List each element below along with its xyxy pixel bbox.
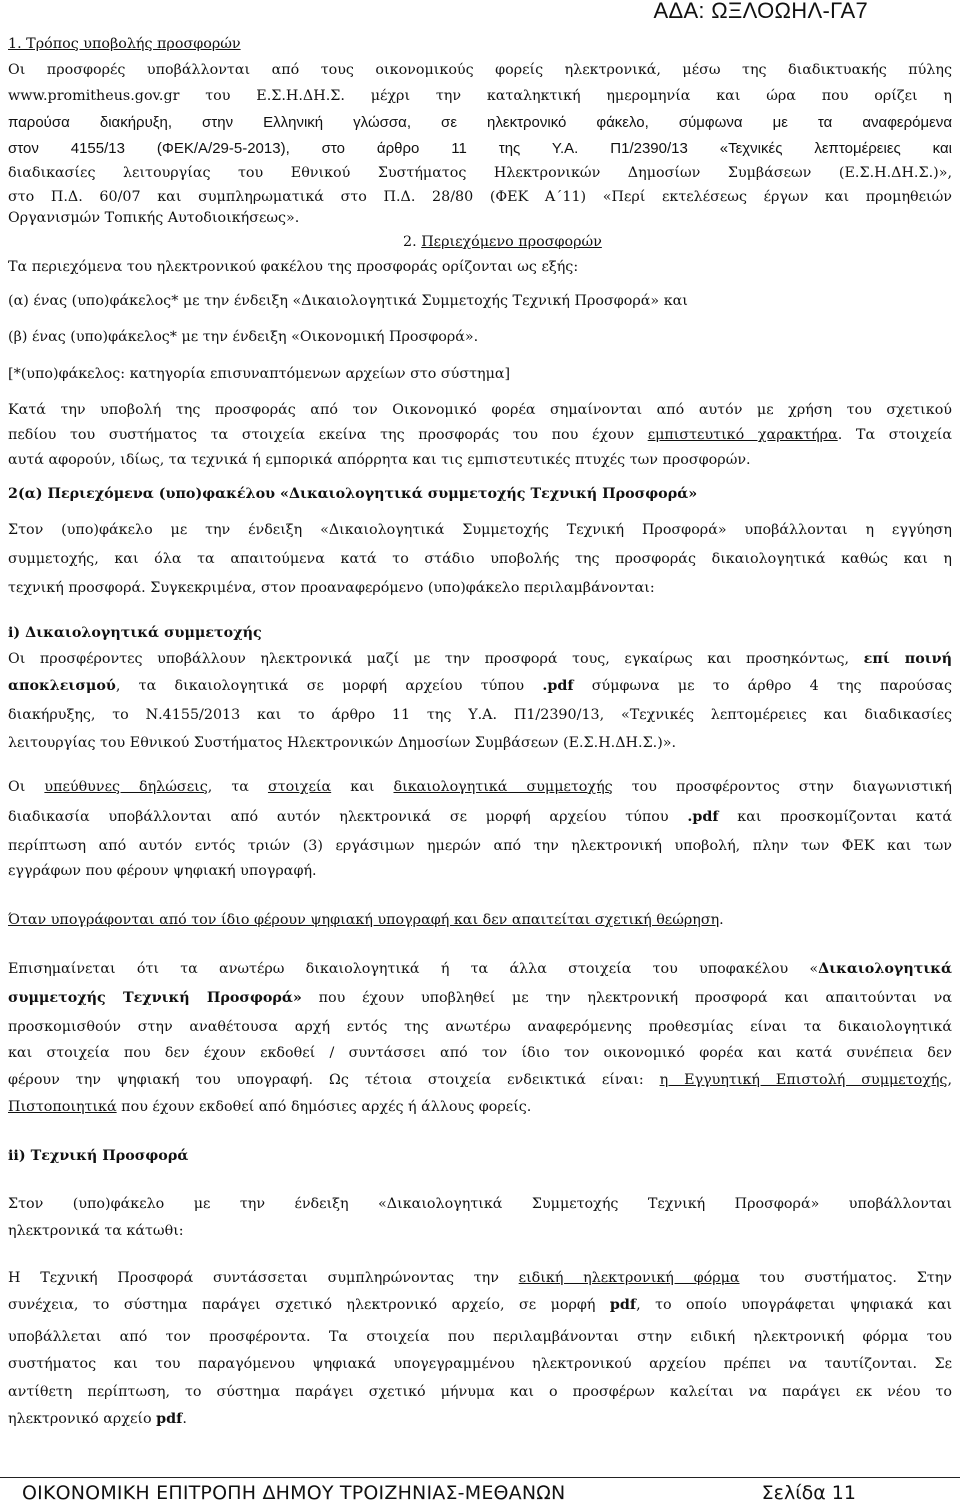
i-para2-line-2: διαδικασία υποβάλλονται από αυτόν ηλεκτρονικά σε μορφή αρχείου τύπου .pdf και προσκομίζονται κατά: [8, 809, 952, 825]
s1-line-2: www.promitheus.gov.gr του Ε.Σ.Η.ΔΗ.Σ. μέχρι την καταληκτική ημερομηνία και ώρα που ορίζει η: [8, 88, 952, 104]
s2a-line-1: Στον (υπο)φάκελο με την ένδειξη «Δικαιολογητικά Συμμετοχής Τεχνική Προσφορά» υποβάλλονται η εγγύηση: [8, 522, 952, 538]
s1-line-7: Οργανισμών Τοπικής Αυτοδιοικήσεως».: [8, 210, 300, 226]
section-2a-title: 2(α) Περιεχόμενα (υπο)φακέλου «Δικαιολογητικά συμμετοχής Τεχνική Προσφορά»: [8, 486, 698, 502]
section-ii-title: ii) Τεχνική Προσφορά: [8, 1148, 189, 1164]
ii-line-2: ηλεκτρονικά τα κάτωθι:: [8, 1223, 184, 1239]
ii-para2-line-5: αντίθετη περίπτωση, το σύστημα παράγει σχετικό μήνυμα και ο προσφέρων καλείται να παράγει εκ νέου το: [8, 1384, 952, 1400]
page-number: Σελίδα 11: [761, 1482, 856, 1504]
s1-line-6: στο Π.Δ. 60/07 και συμπληρωματικά στο Π.Δ. 28/80 (ΦΕΚ Α΄11) «Περί εκτελέσεως έργων και προμηθειών: [8, 189, 952, 205]
s2-para-2: πεδίου του συστήματος τα στοιχεία εκείνα της προσφοράς του που έχουν εμπιστευτικό χαρακτήρα. Τα στοιχεία: [8, 427, 952, 443]
page-footer: [0, 1477, 960, 1512]
footer-municipality: ΟΙΚΟΝΟΜΙΚΗ ΕΠΙΤΡΟΠΗ ΔΗΜΟΥ ΤΡΟΙΖΗΝΙΑΣ-ΜΕΘΑΝΩΝ: [22, 1482, 566, 1504]
i-line-3: διακήρυξης, το Ν.4155/2013 και το άρθρο 11 της Υ.Α. Π1/2390/13, «Τεχνικές λεπτομέρειες και διαδικασίες: [8, 707, 952, 723]
i-para3-line-5: φέρουν την ψηφιακή του υπογραφή. Ως τέτοια στοιχεία ενδεικτικά είναι: η Εγγυητική Επιστολή συμμετοχής,: [8, 1072, 952, 1088]
ii-para2-line-6: ηλεκτρονικό αρχείο pdf.: [8, 1411, 187, 1427]
s2-line-4: [*(υπο)φάκελος: κατηγορία επισυναπτόμενων αρχείων στο σύστημα]: [8, 366, 511, 382]
i-para3-line-2: συμμετοχής Τεχνική Προσφορά» που έχουν υποβληθεί με την ηλεκτρονική προσφορά και απαιτούνται να: [8, 990, 952, 1006]
s2-line-1: Τα περιεχόμενα του ηλεκτρονικού φακέλου της προσφοράς ορίζονται ως εξής:: [8, 259, 579, 275]
i-para3-line-4: και στοιχεία που δεν έχουν εκδοθεί / συντάσσει από τον ίδιο τον οικονομικό φορέα και κατά συνέπεια δεν: [8, 1045, 952, 1061]
ada-code: ΑΔΑ: ΩΞΛΟΩΗΛ-ΓΑ7: [653, 0, 868, 23]
s2a-line-2: συμμετοχής, και όλα τα απαιτούμενα κατά το στάδιο υποβολής της προσφοράς δικαιολογητικά καθώς και η: [8, 551, 952, 567]
s2-para-3: αυτά αφορούν, ιδίως, τα τεχνικά ή εμπορικά απόρρητα και τις εμπιστευτικές πτυχές των προσφορών.: [8, 452, 751, 468]
i-line-4: λειτουργίας του Εθνικού Συστήματος Ηλεκτρονικών Δημοσίων Συμβάσεων (Ε.Σ.Η.ΔΗ.Σ.)».: [8, 735, 677, 751]
i-para2-line-4: εγγράφων που φέρουν ψηφιακή υπογραφή.: [8, 863, 317, 879]
ii-para2-line-1: Η Τεχνική Προσφορά συντάσσεται συμπληρώνοντας την ειδική ηλεκτρονική φόρμα του συστήματος. Στην: [8, 1270, 952, 1286]
i-para3-line-1: Επισημαίνεται ότι τα ανωτέρω δικαιολογητικά ή τα άλλα στοιχεία του υποφακέλου «Δικαιολογητικά: [8, 961, 952, 977]
i-line-1: Οι προσφέροντες υποβάλλουν ηλεκτρονικά μαζί με την προσφορά τους, εγκαίρως και προσηκόντως, επί ποινή: [8, 651, 952, 667]
s1-line-1: Οι προσφορές υποβάλλονται από τους οικονομικούς φορείς ηλεκτρονικά, μέσω της διαδικτυακής πύλης: [8, 62, 952, 78]
ii-para2-line-4: συστήματος και του παραγόμενου ψηφιακά υπογεγραμμένου ηλεκτρονικού αρχείου πρέπει να ταυτίζονται. Σε: [8, 1356, 952, 1372]
i-para3-line-6: Πιστοποιητικά που έχουν εκδοθεί από δημόσιες αρχές ή άλλους φορείς.: [8, 1099, 532, 1115]
i-para3-line-3: προσκομισθούν στην αναθέτουσα αρχή εντός της ανωτέρω αναφερόμενης προθεσμίας είναι τα δικαιολογητικά: [8, 1019, 952, 1035]
s2-para-1: Κατά την υποβολή της προσφοράς από τον Οικονομικό φορέα σημαίνονται από αυτόν με χρήση του σχετικού: [8, 402, 952, 418]
s1-line-5: διαδικασίες λειτουργίας του Εθνικού Συστήματος Ηλεκτρονικών Δημοσίων Συμβάσεων (Ε.Σ.Η.ΔΗ.Σ.)»,: [8, 165, 952, 181]
ii-para2-line-2: συνέχεια, το σύστημα παράγει σχετικό ηλεκτρονικό αρχείο, σε μορφή pdf, το οποίο υπογράφεται ψηφιακά και: [8, 1297, 952, 1313]
s2-line-2: (α) ένας (υπο)φάκελος* με την ένδειξη «Δικαιολογητικά Συμμετοχής Τεχνική Προσφορά» και: [8, 293, 688, 309]
i-para2-line-1: Οι υπεύθυνες δηλώσεις, τα στοιχεία και δικαιολογητικά συμμετοχής του προσφέροντος στην διαγωνιστική: [8, 779, 952, 795]
section-2-title: 2. Περιεχόμενο προσφορών: [403, 234, 602, 250]
signature-note: Όταν υπογράφονται από τον ίδιο φέρουν ψηφιακή υπογραφή και δεν απαιτείται σχετική θεώρηση.: [8, 912, 724, 928]
i-para2-line-3: περίπτωση από αυτόν εντός τριών (3) εργάσιμων ημερών από την ηλεκτρονική υποβολή, πλην των ΦΕΚ και των: [8, 838, 952, 854]
i-line-2: αποκλεισμού, τα δικαιολογητικά σε μορφή αρχείου τύπου .pdf σύμφωνα με το άρθρο 4 της παρούσας: [8, 678, 952, 694]
s1-line-3: παρούσα διακήρυξη, στην Ελληνική γλώσσα, σε ηλεκτρονικό φάκελο, σύμφωνα με τα αναφερόμενα: [8, 114, 952, 131]
ii-line-1: Στον (υπο)φάκελο με την ένδειξη «Δικαιολογητικά Συμμετοχής Τεχνική Προσφορά» υποβάλλονται: [8, 1196, 952, 1212]
s2-line-3: (β) ένας (υπο)φάκελος* με την ένδειξη «Οικονομική Προσφορά».: [8, 329, 479, 345]
s1-line-4: στον 4155/13 (ΦΕΚ/Α/29-5-2013), στο άρθρο 11 της Υ.Α. Π1/2390/13 «Τεχνικές λεπτομέρειες και: [8, 140, 952, 157]
section-1-title: 1. Τρόπος υποβολής προσφορών: [8, 36, 241, 52]
s2a-line-3: τεχνική προσφορά. Συγκεκριμένα, στον προαναφερόμενο (υπο)φάκελο περιλαμβάνονται:: [8, 580, 655, 596]
ii-para2-line-3: υποβάλλεται από τον προσφέροντα. Τα στοιχεία που περιλαμβάνονται στην ειδική ηλεκτρονική φόρμα του: [8, 1329, 952, 1345]
section-i-title: i) Δικαιολογητικά συμμετοχής: [8, 625, 262, 641]
